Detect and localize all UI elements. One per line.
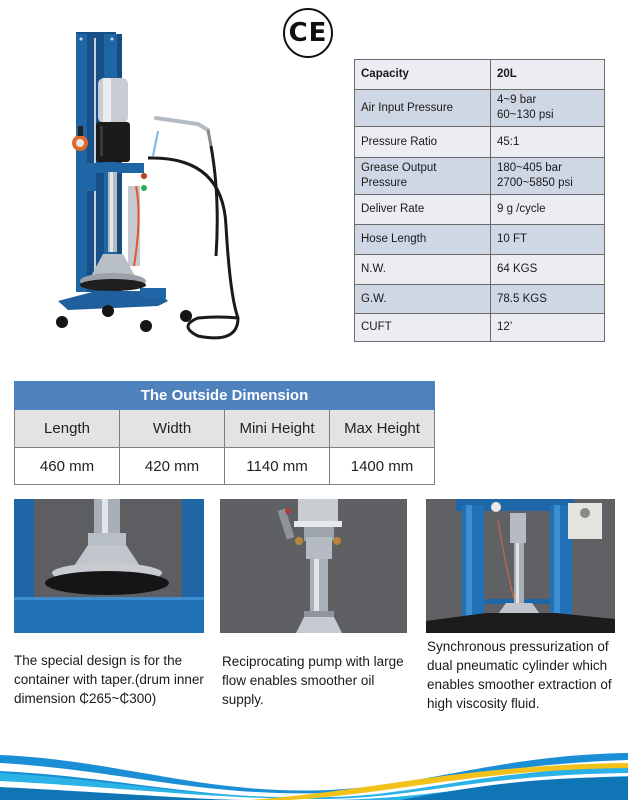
ce-mark-text: CE <box>288 18 328 48</box>
spec-value: 64 KGS <box>491 255 605 285</box>
spec-value: 10 FT <box>491 225 605 255</box>
spec-row <box>355 60 605 90</box>
spec-row <box>355 90 605 127</box>
dimension-header: Width <box>120 410 225 448</box>
spec-value-line: 4~9 bar <box>497 94 537 106</box>
feature-photo-follower-plate <box>14 499 204 633</box>
spec-value-line: 2700~5850 psi <box>497 177 573 189</box>
spec-label: G.W. <box>355 285 491 314</box>
dimension-value: 1400 mm <box>330 448 435 485</box>
dimension-table <box>14 381 435 485</box>
spec-value <box>491 158 605 195</box>
specification-table <box>354 59 605 342</box>
spec-row <box>355 314 605 342</box>
spec-value-line: 180~405 bar <box>497 162 562 174</box>
spec-label: N.W. <box>355 255 491 285</box>
ce-mark-icon <box>283 8 333 58</box>
spec-label: Air Input Pressure <box>355 90 491 127</box>
spec-row <box>355 127 605 158</box>
feature-photo-reciprocating-pump <box>220 499 407 633</box>
dimension-value: 460 mm <box>15 448 120 485</box>
feature-photo-dual-cylinder <box>426 499 615 633</box>
spec-value: 78.5 KGS <box>491 285 605 314</box>
decorative-wave-footer <box>0 735 628 800</box>
spec-row <box>355 158 605 195</box>
spec-value: 12’ <box>491 314 605 342</box>
dimension-value: 420 mm <box>120 448 225 485</box>
spec-label: Hose Length <box>355 225 491 255</box>
spec-label: Grease Output Pressure <box>355 158 491 195</box>
feature-caption: Synchronous pressurization of dual pneumatic cylinder which enables smoother extraction of high viscosity fluid. <box>427 639 612 711</box>
dimension-value: 1140 mm <box>225 448 330 485</box>
dimension-header: Max Height <box>330 410 435 448</box>
feature-caption: Reciprocating pump with large flow enables smoother oil supply. <box>222 654 404 707</box>
spec-value-line: 60~130 psi <box>497 109 554 121</box>
spec-value: 45:1 <box>491 127 605 158</box>
spec-value: 20L <box>491 60 605 90</box>
feature-caption: The special design is for the container with taper.(drum inner dimension ₵265~₵300) <box>14 653 204 706</box>
dimension-value-row <box>15 448 435 485</box>
product-image <box>48 26 288 346</box>
spec-row <box>355 255 605 285</box>
spec-label: Deliver Rate <box>355 195 491 225</box>
dimension-header: Mini Height <box>225 410 330 448</box>
spec-row <box>355 225 605 255</box>
spec-value <box>491 90 605 127</box>
spec-row <box>355 195 605 225</box>
spec-label: CUFT <box>355 314 491 342</box>
dimension-header-row <box>15 410 435 448</box>
spec-value: 9 g /cycle <box>491 195 605 225</box>
spec-label: Capacity <box>355 60 491 90</box>
spec-label: Pressure Ratio <box>355 127 491 158</box>
dimension-title: The Outside Dimension <box>15 382 435 410</box>
dimension-header: Length <box>15 410 120 448</box>
spec-row <box>355 285 605 314</box>
